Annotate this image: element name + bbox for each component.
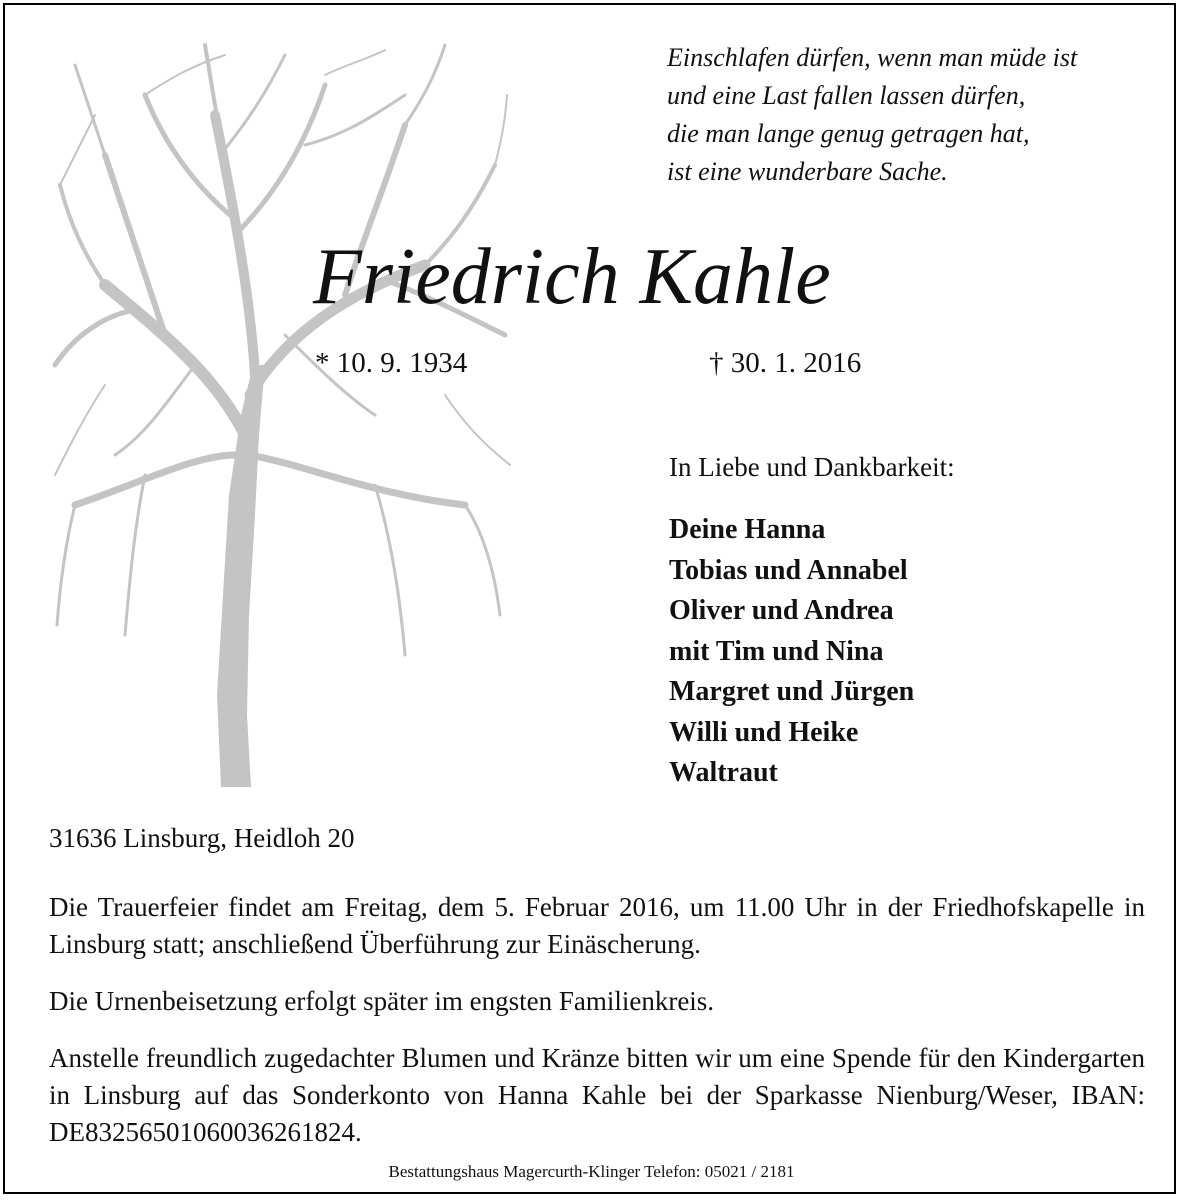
- address: 31636 Linsburg, Heidloh 20: [49, 823, 355, 853]
- deceased-name: Friedrich Kahle: [313, 233, 831, 321]
- mourner-name: Tobias und Annabel: [669, 554, 908, 586]
- mourner-name: Willi und Heike: [669, 716, 859, 748]
- quote-line: Einschlafen dürfen, wenn man müde ist: [667, 43, 1078, 72]
- birth-date: * 10. 9. 1934: [315, 347, 468, 379]
- quote-line: ist eine wunderbare Sache.: [667, 157, 948, 186]
- mourner-name: Margret und Jürgen: [669, 676, 915, 707]
- mourner-name: Deine Hanna: [669, 514, 826, 545]
- urn-paragraph: Die Urnenbeisetzung erfolgt später im engsten Familienkreis.: [49, 986, 715, 1016]
- mourner-name: Waltraut: [669, 757, 778, 788]
- mourners-list: [669, 510, 914, 794]
- funeral-paragraph: Die Trauerfeier findet am Freitag, dem 5. Februar 2016, um 11.00 Uhr in der Friedhofskapelle in Linsburg statt; anschließend Überführung zur Einäscherung.: [49, 892, 1145, 959]
- quote-block: [667, 39, 1167, 191]
- death-date: † 30. 1. 2016: [709, 347, 862, 379]
- funeral-home-footer: Bestattungshaus Magercurth-Klinger Telefon: 05021 / 2181: [388, 1162, 795, 1181]
- tree-illustration: [45, 35, 515, 787]
- quote-line: und eine Last fallen lassen dürfen,: [667, 81, 1026, 110]
- quote-line: die man lange genug getragen hat,: [667, 119, 1030, 148]
- thanks-line: In Liebe und Dankbarkeit:: [669, 452, 955, 482]
- obituary-card: [3, 3, 1176, 1194]
- mourner-name: mit Tim und Nina: [669, 635, 884, 667]
- mourner-name: Oliver und Andrea: [669, 595, 894, 626]
- donation-paragraph: Anstelle freundlich zugedachter Blumen und Kränze bitten wir um eine Spende für den Kindergarten in Linsburg auf das Sonderkonto von Hanna Kahle bei der Sparkasse Nienburg/Weser, IBAN: DE83256501060036261824.: [49, 1043, 1145, 1147]
